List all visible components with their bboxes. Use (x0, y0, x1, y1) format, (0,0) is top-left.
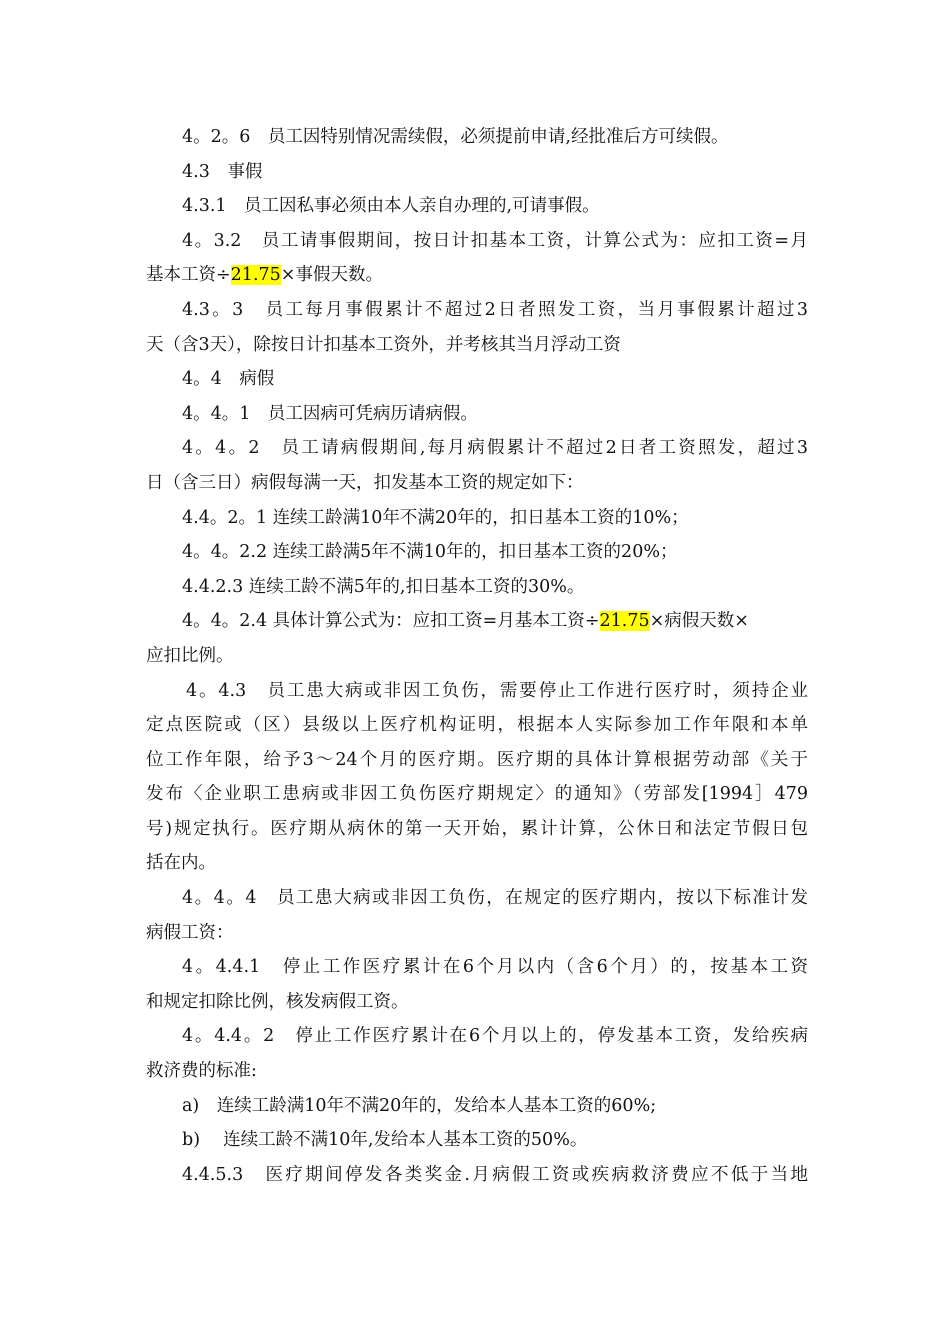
text-line: 4。4。2 员工请病假期间,每月病假累计不超过2日者工资照发，超过3 (182, 438, 808, 459)
text-line: 4。4.3 员工患大病或非因工负伤，需要停止工作进行医疗时，须持企业 (186, 680, 808, 701)
highlighted-number: 21.75 (599, 611, 650, 632)
text-line: 括在内。 (146, 853, 216, 874)
text-line (146, 258, 808, 293)
text-line: 4.3。3 员工每月事假累计不超过2日者照发工资，当月事假累计超过3 (182, 299, 808, 320)
text-line: 位工作年限，给予3～24个月的医疗期。医疗期的具体计算根据劳动部《关于 (146, 749, 808, 770)
text-line: 4.4.2.3 连续工龄不满5年的,扣日基本工资的30%。 (182, 576, 585, 597)
text-line: 4。2。6 员工因特别情况需续假，必须提前申请,经批准后方可续假。 (182, 127, 729, 147)
line-text: 基本工资÷ (146, 265, 231, 286)
text-line: 4.3.1 员工因私事必须由本人亲自办理的,可请事假。 (182, 196, 600, 217)
text-line: 4.4。2。1 连续工龄满10年不满20年的，扣日基本工资的10%； (182, 507, 689, 528)
text-line: 4。4.4。2 停止工作医疗累计在6个月以上的，停发基本工资，发给疾病 (182, 1026, 808, 1047)
line-text: ×事假天数。 (280, 265, 383, 286)
text-line: 日（含三日）病假每满一天，扣发基本工资的规定如下： (146, 472, 584, 493)
line-text: 4。4。2.4 具体计算公式为：应扣工资=月基本工资÷ (182, 611, 600, 632)
text-line (146, 604, 808, 639)
text-line: 4。4。2.2 连续工龄满5年不满10年的，扣日基本工资的20%； (182, 542, 678, 563)
text-line: 病假工资： (146, 922, 234, 943)
line-text: ×病假天数× (649, 611, 749, 632)
text-line: 4。3.2 员工请事假期间，按日计扣基本工资，计算公式为：应扣工资=月 (182, 230, 808, 251)
text-line: 救济费的标准: (146, 1061, 257, 1082)
text-line: 和规定扣除比例，核发病假工资。 (146, 991, 409, 1012)
text-line: b) 连续工龄不满10年,发给本人基本工资的50%。 (182, 1130, 588, 1151)
text-line: 4。4 病假 (182, 369, 275, 390)
text-line: 天（含3天），除按日计扣基本工资外，并考核其当月浮动工资 (146, 334, 621, 355)
text-line: 4.4.5.3 医疗期间停发各类奖金.月病假工资或疾病救济费应不低于当地 (182, 1164, 808, 1185)
text-line: 号)规定执行。医疗期从病休的第一天开始，累计计算，公休日和法定节假日包 (146, 818, 808, 839)
text-line: 4。4。1 员工因病可凭病历请病假。 (182, 403, 478, 424)
text-line: 4.3 事假 (182, 161, 263, 182)
highlighted-number: 21.75 (230, 265, 281, 286)
text-line: 4。4.4.1 停止工作医疗累计在6个月以内（含6个月）的，按基本工资 (182, 957, 808, 978)
text-line: 定点医院或（区）县级以上医疗机构证明，根据本人实际参加工作年限和本单 (146, 715, 808, 736)
text-line: 发布〈企业职工患病或非因工负伤医疗期规定〉的通知》（劳部发[1994］479 (146, 784, 808, 805)
text-line: 4。4。4 员工患大病或非因工负伤，在规定的医疗期内，按以下标准计发 (182, 888, 808, 909)
document-body (146, 120, 808, 1192)
text-line: 应扣比例。 (146, 645, 234, 666)
text-line: a) 连续工龄满10年不满20年的，发给本人基本工资的60%; (182, 1095, 657, 1116)
